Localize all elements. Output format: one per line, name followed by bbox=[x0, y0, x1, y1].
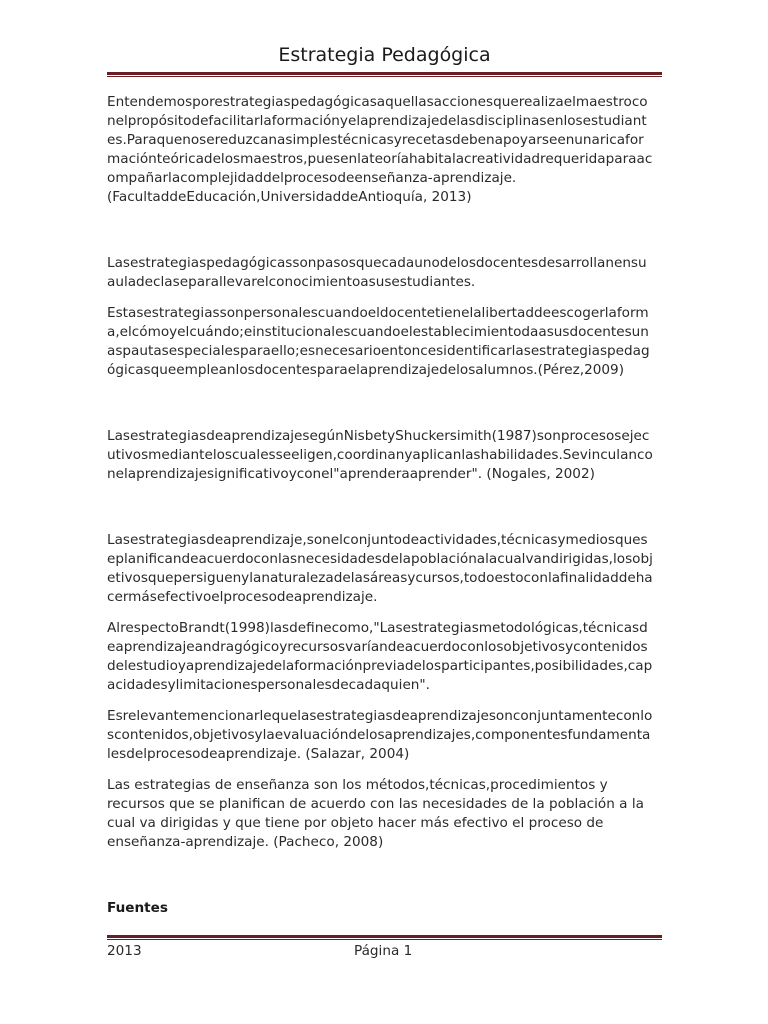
footer-divider bbox=[107, 935, 662, 940]
footer-page-number: Página 1 bbox=[354, 943, 413, 959]
paragraph-1: Entendemosporestrategiaspedagógicasaquellasaccionesquerealizaelmaestroco nelpropósitodefacilitarlaformaciónyelaprendizajedelasdisciplinasenlosestudiant es.Paraquenosereduzcanasimplestécnicasyrecetasdebenapoyarseenunaricafor maciónteóricadelosmaestros,puesenlateoríahabitalacreatividadrequeridaparaac ompañarlacomplejidaddelprocesodeenseñanza-aprendizaje. (FacultaddeEducación,UniversidaddeAntioquía, 2013) bbox=[107, 94, 653, 205]
footer-year: 2013 bbox=[107, 943, 142, 959]
paragraph-6: AlrespectoBrandt(1998)lasdefinecomo,"Lasestrategiasmetodológicas,técnicasd eaprendizajeandragógicoyrecursosvaríandeacuerdoconlosobjetivosycontenidos delestudioyaprendizajedelaformaciónpreviadelosparticipantes,posibilidades,cap acidadesylimitacionespersonalesdecadaquien". bbox=[107, 620, 653, 693]
paragraph-3: Estasestrategiassonpersonalescuandoeldocentetienelalibertaddeescogerlaform a,elcómoyelcuándo;einstitucionalescuandoelestablecimientodaasusdocentesun aspautasespecialesparaello;esnecesarioentoncesidentificarlasestrategiaspedag ógicasqueempleanlosdocentesparaelaprendizajedelosalumnos.(Pérez,2009) bbox=[107, 305, 650, 378]
sources-heading: Fuentes bbox=[107, 900, 168, 916]
page-title: Estrategia Pedagógica bbox=[278, 44, 491, 66]
paragraph-7: Esrelevantemencionarlequelasestrategiasdeaprendizajesonconjuntamenteconlo scontenidos,objetivosylaevaluacióndelosaprendizajes,componentesfundamenta lesdelprocesodeaprendizaje. (Salazar, 2004) bbox=[107, 708, 653, 762]
header-divider bbox=[107, 72, 662, 77]
paragraph-5: Lasestrategiasdeaprendizaje,sonelconjuntodeactividades,técnicasymediosques eplanificandeacuerdoconlasnecesidadesdelapoblaciónalacualvandirigidas,losobj etivosquepersiguenylanaturalezadelasáreasycursos,todoestoconlafinalidaddeha cermásefectivoelprocesodeaprendizaje. bbox=[107, 532, 653, 605]
paragraph-2: Lasestrategiaspedagógicassonpasosquecadaunodelosdocentesdesarrollanensu auladeclaseparallevarelconocimientoasusestudiantes. bbox=[107, 255, 647, 290]
paragraph-4: LasestrategiasdeaprendizajesegúnNisbetyShuckersimith(1987)sonprocesosejec utivosmedianteloscualesseeligen,coordinanyaplicanlashabilidades.Sevinculanco nelaprendizajesignificativoyconel"aprenderaaprender". (Nogales, 2002) bbox=[107, 428, 653, 482]
paragraph-8: Las estrategias de enseñanza son los métodos,técnicas,procedimientos y recursos que se planifican de acuerdo con las necesidades de la población a la cual va dirigidas y que tiene por objeto hacer más efectivo el proceso de enseñanza-aprendizaje. (Pacheco, 2008) bbox=[107, 777, 644, 850]
document-body bbox=[107, 93, 663, 918]
